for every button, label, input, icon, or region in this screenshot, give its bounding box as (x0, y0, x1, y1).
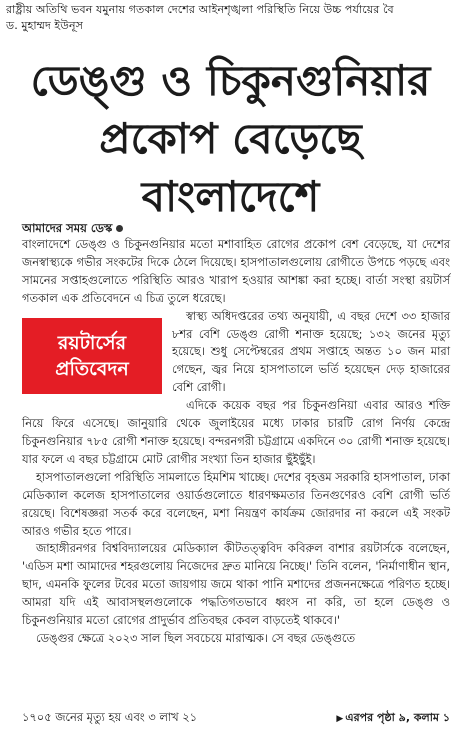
paragraph-2: স্বাস্থ্য অধিদপ্তরের তথ্য অনুযায়ী, এ বছর দেশে ৩৩ হাজার ৮শর বেশি ডেঙ্গু রোগী শনাক্ত হয়েছে; ১৩২ জনের মৃত্যু হয়েছে। শুধু সেপ্টেম্বরের প্রথম সপ্তাহে অন্তত ১০ জন মারা গেছেন, জ্বর নিয়ে হাসপাতালে ভর্তি হয়েছেন দেড় হাজারের বেশি রোগী। (172, 308, 450, 395)
paragraph-1: বাংলাদেশে ডেঙ্গু ও চিকুনগুনিয়ার মতো মশাবাহিত রোগের প্রকোপ বেশ বেড়েছে, যা দেশের জনস্বাস্থ্যকে গভীর সংকটের দিকে ঠেলে দিয়েছে। হাসপাতালগুলোয় রোগীতে উপচে পড়ছে এবং সামনের সপ্তাহগুলোতে পরিস্থিতি আরও খারাপ হওয়ার আশঙ্কা করা হচ্ছে। বার্তা সংস্থা রয়টার্স গতকাল এক প্রতিবেদনে এ চিত্র তুলে ধরেছে। (22, 237, 450, 305)
article-body (22, 236, 450, 648)
headline-line-2: প্রকোপ বেড়েছে (99, 114, 362, 163)
article-headline (0, 52, 461, 226)
headline-line-1: ডেঙ্গু ও চিকুনগুনিয়ার (30, 56, 431, 105)
source-box-line-1: রয়টার্সের (57, 331, 127, 354)
top-strip (6, 2, 458, 34)
paragraph-5: জাহাঙ্গীরনগর বিশ্ববিদ্যালয়ের মেডিক্যাল কীটতত্ত্ববিদ কবিরুল বাশার রয়টার্সকে বলেছেন, 'এডিস মশা আমাদের শহরগুলোয় নিজেদের দ্রুত মানিয়ে নিচ্ছে।' তিনি বলেন, 'নির্মাণাধীন স্থান, ছাদ, এমনকি ফুলের টবের মতো জায়গায় জমে থাকা পানি মশাদের প্রজননক্ষেত্রে পরিণত হচ্ছে। আমরা যদি এই আবাসস্থলগুলোকে পদ্ধতিগতভাবে ধ্বংস না করি, তা হলে ডেঙ্গু ও চিকুনগুনিয়ার মতো রোগের প্রাদুর্ভাব প্রতিবছর কেবল বাড়তেই থাকবে।' (22, 541, 450, 628)
paragraph-3: এদিকে কয়েক বছর পর চিকুনগুনিয়া এবার আরও শক্তি নিয়ে ফিরে এসেছে। জানুয়ারি থেকে জুলাইয়ের মধ্যে ঢাকার চারটি রোগ নির্ণয় কেন্দ্রে চিকুনগুনিয়ার ৭৮৫ রোগী শনাক্ত হয়েছে। বন্দরনগরী চট্টগ্রামে একদিনে ৩০ রোগী শনাক্ত হয়েছে। যার ফলে এ বছর চট্টগ্রামে মোট রোগীর সংখ্যা তিন হাজার ছুঁইছুঁই। (22, 398, 450, 466)
bullet-icon (116, 225, 123, 232)
headline-line-3: বাংলাদেশে (141, 172, 320, 221)
article-footer (22, 709, 450, 726)
last-line: ১৭০৫ জনের মৃত্যু হয় এবং ৩ লাখ ২১ (22, 710, 198, 724)
source-box-line-2: প্রতিবেদন (55, 357, 129, 380)
continuation-link[interactable] (336, 709, 450, 728)
arrow-right-icon: ▶ (336, 714, 344, 724)
source-box (22, 318, 162, 394)
top-strip-author: ড. মুহাম্মদ ইউনূস (6, 19, 84, 32)
paragraph-4: হাসপাতালগুলো পরিস্থিতি সামলাতে হিমশিম খাচ্ছে। দেশের বৃহত্তম সরকারি হাসপাতাল, ঢাকা মেডিক্যাল কলেজ হাসপাতালের ওয়ার্ডগুলোতে ধারণক্ষমতার তিনগুণেরও বেশি রোগী ভর্তি রয়েছে। বিশেষজ্ঞরা সতর্ক করে বলেছেন, মশা নিয়ন্ত্রণ কার্যক্রম জোরদার না করলে এই সংকট আরও গভীর হতে পারে। (22, 469, 450, 538)
continuation-text: এরপর পৃষ্ঠা ৯, কলাম ১ (345, 711, 450, 724)
byline-text: আমাদের সময় ডেস্ক (22, 221, 113, 235)
top-strip-line: রাষ্ট্রীয় অতিথি ভবন যমুনায় গতকাল দেশের আইনশৃঙ্খলা পরিস্থিতি নিয়ে উচ্চ পর্যায়ের বৈ (6, 3, 394, 16)
paragraph-6: ডেঙ্গুর ক্ষেত্রে ২০২৩ সাল ছিল সবচেয়ে মারাত্মক। সে বছর ডেঙ্গুতে (36, 630, 356, 645)
